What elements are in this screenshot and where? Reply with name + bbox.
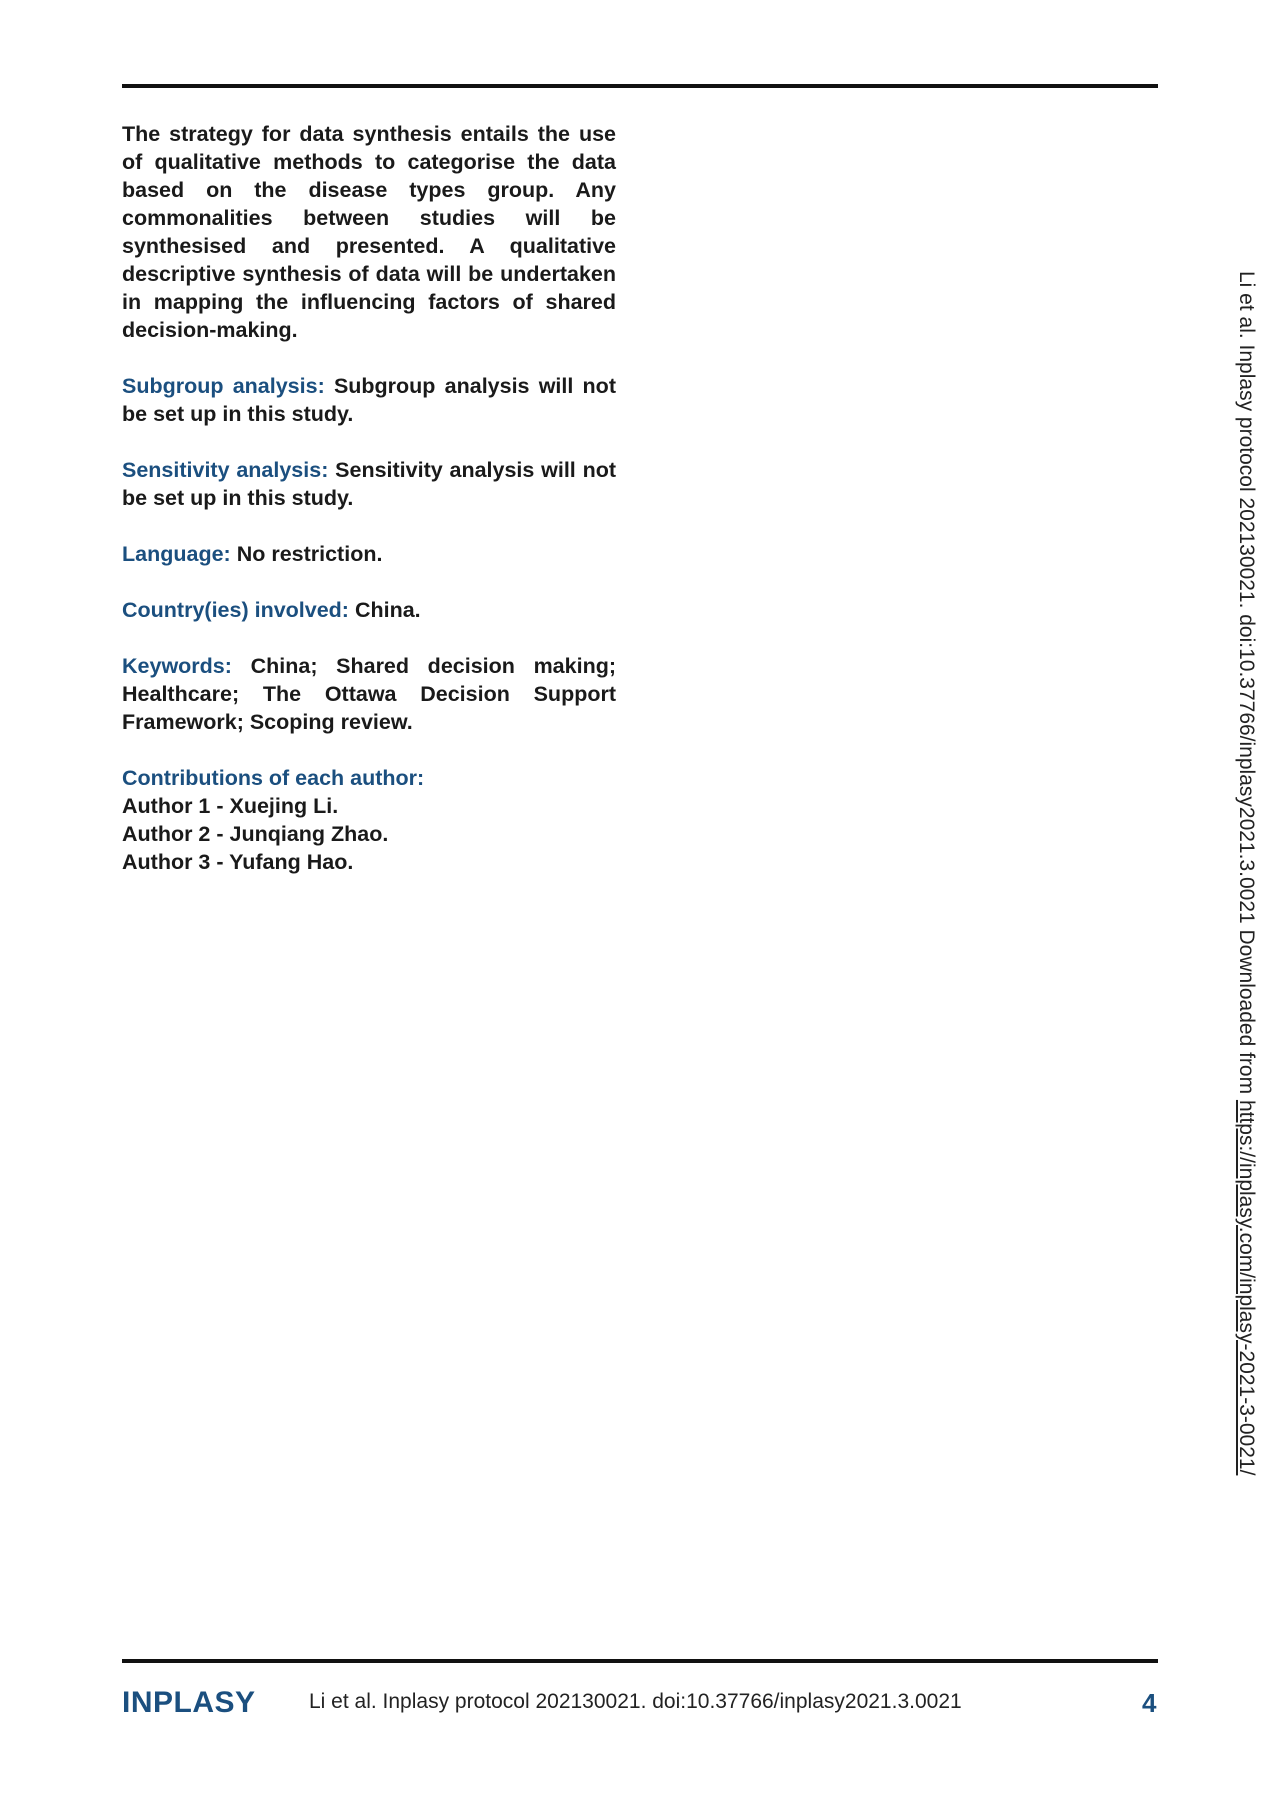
download-link[interactable]: https://inplasy.com/inplasy-2021-3-0021/ xyxy=(1235,1099,1258,1476)
page-number: 4 xyxy=(1142,1688,1157,1718)
footer-rule xyxy=(122,1659,1158,1663)
sensitivity-analysis-text: Sensitivity analysis will not be set up in this study. xyxy=(122,458,616,510)
language-paragraph xyxy=(122,540,616,568)
side-note-text: Li et al. Inplasy protocol 202130021. doi:10.37766/inplasy2021.3.0021 Downloaded from xyxy=(1235,271,1258,1100)
synthesis-paragraph: The strategy for data synthesis entails the use of qualitative methods to categorise the data based on the disease types group. Any commonalities between studies will be synthesised and presented. A qualitative descriptive synthesis of data will be undertaken in mapping the influencing factors of shared decision-making. xyxy=(122,122,616,342)
contributions-section xyxy=(122,764,616,876)
subgroup-analysis-label: Subgroup analysis: xyxy=(122,374,325,398)
country-text: China. xyxy=(354,598,421,622)
contributions-label: Contributions of each author: xyxy=(122,766,425,790)
side-download-note xyxy=(1234,271,1258,1475)
keywords-paragraph xyxy=(122,652,616,736)
keywords-label: Keywords: xyxy=(122,654,232,678)
author-entry-3: Author 3 - Yufang Hao. xyxy=(122,850,354,874)
country-paragraph xyxy=(122,596,616,624)
subgroup-analysis-paragraph xyxy=(122,372,616,428)
header-rule xyxy=(122,84,1158,88)
language-text: No restriction. xyxy=(236,542,383,566)
language-label: Language: xyxy=(122,542,231,566)
sensitivity-analysis-label: Sensitivity analysis: xyxy=(122,458,329,482)
author-entry-2: Author 2 - Junqiang Zhao. xyxy=(122,822,389,846)
subgroup-analysis-text: Subgroup analysis will not be set up in this study. xyxy=(122,374,616,426)
footer-citation: Li et al. Inplasy protocol 202130021. doi:10.37766/inplasy2021.3.0021 xyxy=(309,1690,962,1713)
keywords-text: China; Shared decision making; Healthcare; The Ottawa Decision Support Framework; Scoping review. xyxy=(122,654,616,734)
country-label: Country(ies) involved: xyxy=(122,598,349,622)
footer-brand-logo: INPLASY xyxy=(122,1686,256,1719)
sensitivity-analysis-paragraph xyxy=(122,456,616,512)
main-content xyxy=(122,120,616,904)
author-entry-1: Author 1 - Xuejing Li. xyxy=(122,794,339,818)
